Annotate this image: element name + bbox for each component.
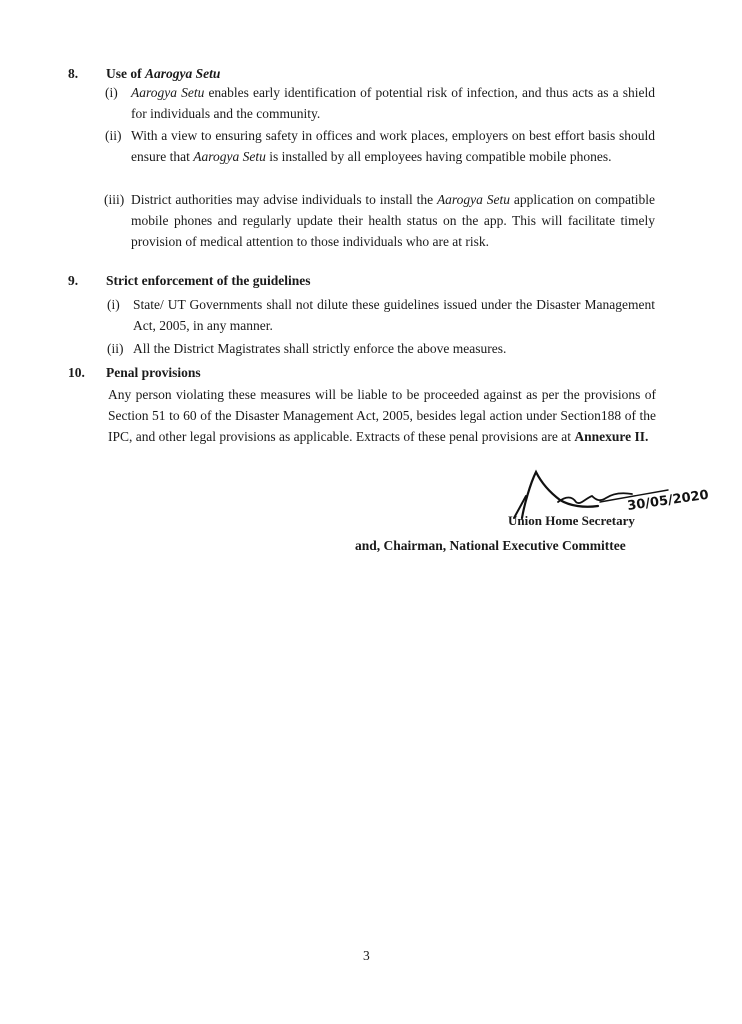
section-8-title: Use of Aarogya Setu (106, 66, 221, 81)
section-9-item-1: (i) State/ UT Governments shall not dilute these guidelines issued under the Disaster Management Act, 2005, in any manner. (133, 294, 655, 336)
section-8-item-3: (iii) District authorities may advise individuals to install the Aarogya Setu application on compatible mobile phones and regularly update their health status on the app. This will facilitate timely provision of medical attention to those individuals who are at risk. (131, 189, 655, 252)
section-8-item-1: (i) Aarogya Setu enables early identification of potential risk of infection, and thus acts as a shield for individuals and the community. (131, 82, 655, 124)
section-10-number: 10. (68, 365, 85, 380)
section-10-body: Any person violating these measures will be liable to be proceeded against as per the provisions of Section 51 to 60 of the Disaster Management Act, 2005, besides legal action under Section188 of the IPC, and other legal provisions as applicable. Extracts of these penal provisions are at Annexure II. (108, 387, 656, 444)
signatory-subtitle: and, Chairman, National Executive Committee (355, 538, 626, 553)
item-numeral: (i) (107, 297, 120, 312)
item-numeral: (ii) (107, 341, 124, 356)
section-9-number: 9. (68, 273, 79, 288)
section-10-title: Penal provisions (106, 365, 201, 380)
section-9-item-2: (ii) All the District Magistrates shall strictly enforce the above measures. (133, 338, 655, 359)
section-8-item-2: (ii) With a view to ensuring safety in offices and work places, employers on best effort basis should ensure that Aarogya Setu is installed by all employees having compatible mobile phones. (131, 125, 655, 167)
section-8-number: 8. (68, 66, 79, 81)
item-numeral: (i) (105, 85, 118, 100)
section-9-title: Strict enforcement of the guidelines (106, 273, 311, 288)
signature-date: 30/05/2020 (626, 487, 710, 514)
signatory-title: Union Home Secretary (508, 513, 635, 528)
item-numeral: (iii) (104, 192, 125, 207)
page-number: 3 (363, 948, 370, 963)
item-numeral: (ii) (105, 128, 122, 143)
